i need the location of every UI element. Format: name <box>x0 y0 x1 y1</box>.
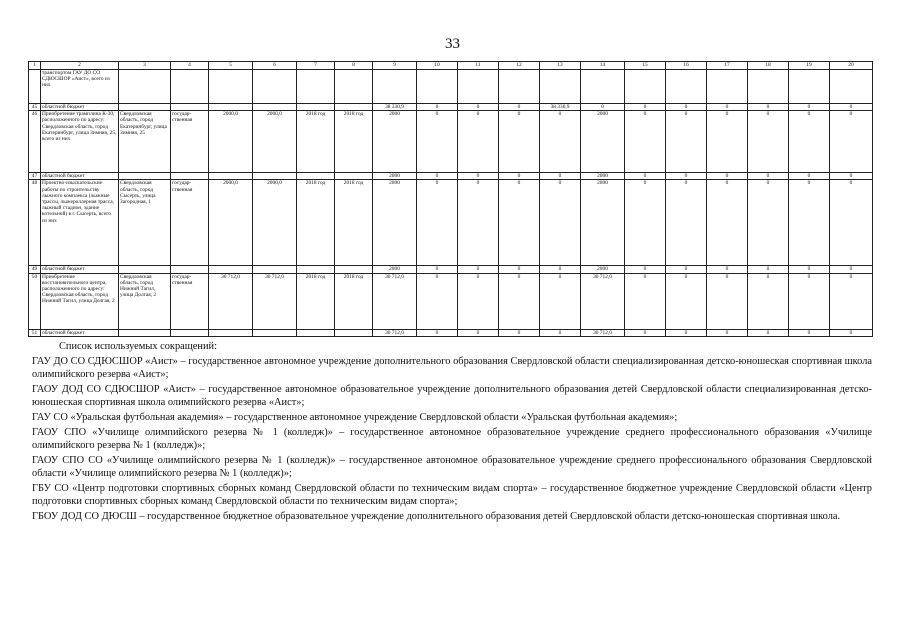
table-cell: 2018 год <box>297 111 335 173</box>
table-row <box>29 173 873 180</box>
table-cell: 0 <box>748 104 789 111</box>
table-cell <box>707 70 748 104</box>
table-cell: 0 <box>458 329 499 336</box>
column-header: 14 <box>581 62 625 70</box>
table-cell: 0 <box>748 329 789 336</box>
column-header: 13 <box>540 62 581 70</box>
table-cell: 38 330,9 <box>373 104 417 111</box>
table-cell <box>373 70 417 104</box>
table-cell <box>209 266 253 273</box>
abbreviation-item: ГБУ СО «Центр подготовки спортивных сборных команд Свердловской области по техническим видам спорта» – государственное бюджетное учреждение Свердловской области «Центр подготовки спортивных сборных команд Свердловской области по техническим видам спорта»; <box>32 483 872 507</box>
table-cell: 0 <box>499 111 540 173</box>
table-cell <box>209 104 253 111</box>
abbreviation-item: ГАУ ДО СО СДЮСШОР «Аист» – государственное автономное учреждение дополнительного образования Свердловской области специализированная детско-юношеская спортивная школа олимпийского резерва «Аист»; <box>32 356 872 380</box>
table-cell: 2018 год <box>335 111 373 173</box>
table-cell: Приобретение восстановительного центра, расположенного по адресу: Свердловская область, город Нижний Тагил, улица Долгая, 2 <box>41 273 119 329</box>
table-cell <box>789 70 830 104</box>
table-cell: 0 <box>540 180 581 266</box>
table-cell: 0 <box>417 180 458 266</box>
data-table <box>28 61 873 337</box>
table-cell: 2000,0 <box>209 180 253 266</box>
table-cell: 2018 год <box>297 180 335 266</box>
table-cell: 30 712,0 <box>581 273 625 329</box>
table-cell: 0 <box>540 266 581 273</box>
table-header-row <box>29 62 873 70</box>
table-row <box>29 70 873 104</box>
table-cell: 0 <box>625 111 666 173</box>
table-cell: 49 <box>29 266 41 273</box>
table-cell: 0 <box>830 329 873 336</box>
table-cell <box>253 70 297 104</box>
table-cell: 0 <box>666 173 707 180</box>
column-header: 5 <box>209 62 253 70</box>
table-cell: 0 <box>417 104 458 111</box>
table-cell: 30 712,0 <box>253 273 297 329</box>
table-cell: 0 <box>707 266 748 273</box>
table-cell: 0 <box>707 329 748 336</box>
table-cell <box>171 329 209 336</box>
table-cell <box>666 70 707 104</box>
table-cell <box>253 173 297 180</box>
table-cell <box>119 104 171 111</box>
table-cell: 2000 <box>373 111 417 173</box>
table-cell: Свердловская область, город Сысерть, улица Загородная, 1 <box>119 180 171 266</box>
table-cell: 0 <box>417 273 458 329</box>
table-cell: 0 <box>666 329 707 336</box>
table-cell <box>458 70 499 104</box>
table-cell <box>748 70 789 104</box>
table-cell: 46 <box>29 111 41 173</box>
table-cell: 0 <box>830 111 873 173</box>
table-cell: 0 <box>458 111 499 173</box>
table-cell <box>417 70 458 104</box>
table-cell: 45 <box>29 104 41 111</box>
table-cell: 0 <box>707 111 748 173</box>
table-cell: 0 <box>748 173 789 180</box>
table-cell <box>625 70 666 104</box>
column-header: 15 <box>625 62 666 70</box>
table-cell: 2000 <box>373 180 417 266</box>
table-cell: 0 <box>830 180 873 266</box>
column-header: 2 <box>41 62 119 70</box>
table-cell <box>171 266 209 273</box>
table-cell: 0 <box>666 104 707 111</box>
table-cell: 0 <box>417 111 458 173</box>
table-cell <box>297 329 335 336</box>
table-cell <box>335 104 373 111</box>
table-cell: 0 <box>458 180 499 266</box>
table-cell: 0 <box>625 180 666 266</box>
abbreviation-item: ГБОУ ДОД СО ДЮСШ – государственное бюджетное образовательное учреждение дополнительного образования детей Свердловской области детско-юношеская спортивная школа. <box>32 511 841 522</box>
table-cell: 0 <box>748 180 789 266</box>
table-cell: 2018 год <box>335 180 373 266</box>
table-cell: 2000 <box>373 173 417 180</box>
column-header: 12 <box>499 62 540 70</box>
table-cell: 0 <box>789 180 830 266</box>
table-cell: 0 <box>830 104 873 111</box>
table-cell: 0 <box>540 273 581 329</box>
table-cell: 0 <box>666 266 707 273</box>
table-cell: государ-ственная <box>171 273 209 329</box>
table-cell: 2000 <box>581 111 625 173</box>
table-cell: 2000 <box>581 173 625 180</box>
table-cell: 0 <box>625 329 666 336</box>
table-cell <box>253 104 297 111</box>
column-header: 4 <box>171 62 209 70</box>
table-cell: 2000 <box>581 180 625 266</box>
table-cell: 47 <box>29 173 41 180</box>
table-cell <box>119 70 171 104</box>
table-cell <box>499 70 540 104</box>
table-cell <box>29 70 41 104</box>
table-cell: 50 <box>29 273 41 329</box>
table-cell: 30 712,0 <box>209 273 253 329</box>
abbreviation-item: ГАОУ СПО СО «Училище олимпийского резерва № 1 (колледж)» – государственное автономное образовательное учреждение среднего профессионального образования Свердловской области «Училище олимпийского резерва № 1 (колледж)»; <box>32 455 872 479</box>
column-header: 8 <box>335 62 373 70</box>
table-cell: 0 <box>789 104 830 111</box>
table-cell: 0 <box>666 180 707 266</box>
table-cell: 0 <box>789 273 830 329</box>
table-cell: областной бюджет <box>41 266 119 273</box>
table-cell: 0 <box>581 104 625 111</box>
abbreviations-title: Список используемых сокращений: <box>59 341 217 352</box>
table-cell: 0 <box>707 104 748 111</box>
table-cell <box>119 266 171 273</box>
table-row <box>29 111 873 173</box>
table-cell <box>119 329 171 336</box>
table-cell: 0 <box>499 273 540 329</box>
table-cell <box>335 329 373 336</box>
table-cell: 0 <box>830 173 873 180</box>
table-cell: областной бюджет <box>41 104 119 111</box>
table-cell: 0 <box>625 266 666 273</box>
column-header: 1 <box>29 62 41 70</box>
table-cell <box>540 70 581 104</box>
abbreviation-item: ГАУ СО «Уральская футбольная академия» – государственное автономное учреждение Свердловской области «Уральская футбольная академия»; <box>32 412 678 423</box>
table-cell: транспортом ГАУ ДО СО СДЮСШОР «Аист», всего из них <box>41 70 119 104</box>
table-cell: 0 <box>748 111 789 173</box>
column-header: 6 <box>253 62 297 70</box>
table-cell: 2000,0 <box>253 111 297 173</box>
table-cell: 0 <box>830 273 873 329</box>
table-cell: 0 <box>499 180 540 266</box>
table-cell <box>119 173 171 180</box>
table-cell <box>297 70 335 104</box>
table-cell: 30 712,0 <box>581 329 625 336</box>
table-cell: 2000 <box>373 266 417 273</box>
table-cell: 0 <box>540 173 581 180</box>
table-cell <box>830 70 873 104</box>
table-cell: 2018 год <box>335 273 373 329</box>
column-header: 17 <box>707 62 748 70</box>
table-cell: 0 <box>748 266 789 273</box>
table-cell <box>335 266 373 273</box>
table-cell: 2000 <box>581 266 625 273</box>
table-cell: 0 <box>499 329 540 336</box>
table-cell: 0 <box>540 111 581 173</box>
table-row <box>29 273 873 329</box>
column-header: 3 <box>119 62 171 70</box>
table-cell <box>209 173 253 180</box>
table-cell: 0 <box>625 104 666 111</box>
table-cell: 0 <box>707 180 748 266</box>
table-cell: 0 <box>625 173 666 180</box>
table-cell <box>581 70 625 104</box>
table-cell: областной бюджет <box>41 329 119 336</box>
column-header: 11 <box>458 62 499 70</box>
abbreviation-item: ГАОУ ДОД СО СДЮСШОР «Аист» – государственное автономное образовательное учреждение дополнительного образования детей Свердловской области специализированная детско-юношеская спортивная школа олимпийского резерва «Аист»; <box>32 384 872 408</box>
table-row <box>29 104 873 111</box>
table-cell: 0 <box>789 111 830 173</box>
table-cell <box>209 70 253 104</box>
table-cell: 0 <box>417 173 458 180</box>
column-header: 16 <box>666 62 707 70</box>
table-cell: 0 <box>707 173 748 180</box>
table-cell: 0 <box>417 329 458 336</box>
abbreviation-item: ГАОУ СПО «Училище олимпийского резерва № 1 (колледж)» – государственное автономное образовательное учреждение среднего профессионального образования «Училище олимпийского резерва № 1 (колледж)»; <box>32 427 872 451</box>
table-cell: 0 <box>499 104 540 111</box>
table-cell: 0 <box>499 173 540 180</box>
table-cell: 2018 год <box>297 273 335 329</box>
table-cell: 0 <box>458 273 499 329</box>
table-cell <box>253 266 297 273</box>
column-header: 10 <box>417 62 458 70</box>
table-cell: 0 <box>458 104 499 111</box>
table-cell: 0 <box>789 266 830 273</box>
table-cell: 30 712,0 <box>373 273 417 329</box>
table-cell: 0 <box>540 329 581 336</box>
table-cell <box>209 329 253 336</box>
column-header: 7 <box>297 62 335 70</box>
table-cell: 0 <box>707 273 748 329</box>
table-cell: 0 <box>666 111 707 173</box>
page-number: 33 <box>445 36 460 52</box>
table-row <box>29 329 873 336</box>
table-cell <box>297 266 335 273</box>
table-cell <box>297 173 335 180</box>
column-header: 18 <box>748 62 789 70</box>
table-cell: 0 <box>625 273 666 329</box>
table-cell: государ-ственная <box>171 111 209 173</box>
table-cell <box>171 173 209 180</box>
table-cell: Свердловская область, город Екатеринбург, улица Зимняя, 25 <box>119 111 171 173</box>
table-cell: 2000,0 <box>253 180 297 266</box>
column-header: 19 <box>789 62 830 70</box>
table-cell: 0 <box>789 173 830 180</box>
table-cell: 0 <box>748 273 789 329</box>
table-row <box>29 266 873 273</box>
table-cell <box>335 70 373 104</box>
table-cell <box>171 70 209 104</box>
table-cell: 48 <box>29 180 41 266</box>
table-cell: 2000,0 <box>209 111 253 173</box>
table-cell: 38 330,9 <box>540 104 581 111</box>
table-cell: Свердловская область, город Нижний Тагил, улица Долгая, 2 <box>119 273 171 329</box>
abbreviations-section <box>32 340 872 525</box>
table-cell: 51 <box>29 329 41 336</box>
table-cell: 0 <box>789 329 830 336</box>
table-row <box>29 180 873 266</box>
table-cell: Проектно-изыскательские работы по строительству лыжного комплекса (лыжные трассы, лыжероллерная трасса, лыжный стадион, здание котельной) в г. Сысерть, всего из них <box>41 180 119 266</box>
table-cell <box>171 104 209 111</box>
table-cell: 0 <box>830 266 873 273</box>
table-cell: 30 712,0 <box>373 329 417 336</box>
column-header: 20 <box>830 62 873 70</box>
table-cell: государ-ственная <box>171 180 209 266</box>
table-cell: 0 <box>458 266 499 273</box>
table-cell: 0 <box>666 273 707 329</box>
table-cell <box>297 104 335 111</box>
table-cell: 0 <box>499 266 540 273</box>
column-header: 9 <box>373 62 417 70</box>
table-cell: 0 <box>417 266 458 273</box>
table-cell <box>253 329 297 336</box>
table-cell: 0 <box>458 173 499 180</box>
table-cell <box>335 173 373 180</box>
table-cell: Приобретение трамплина К-30, расположенного по адресу: Свердловская область, город Екатеринбург, улица Зимняя, 25, всего из них <box>41 111 119 173</box>
table-cell: областной бюджет <box>41 173 119 180</box>
